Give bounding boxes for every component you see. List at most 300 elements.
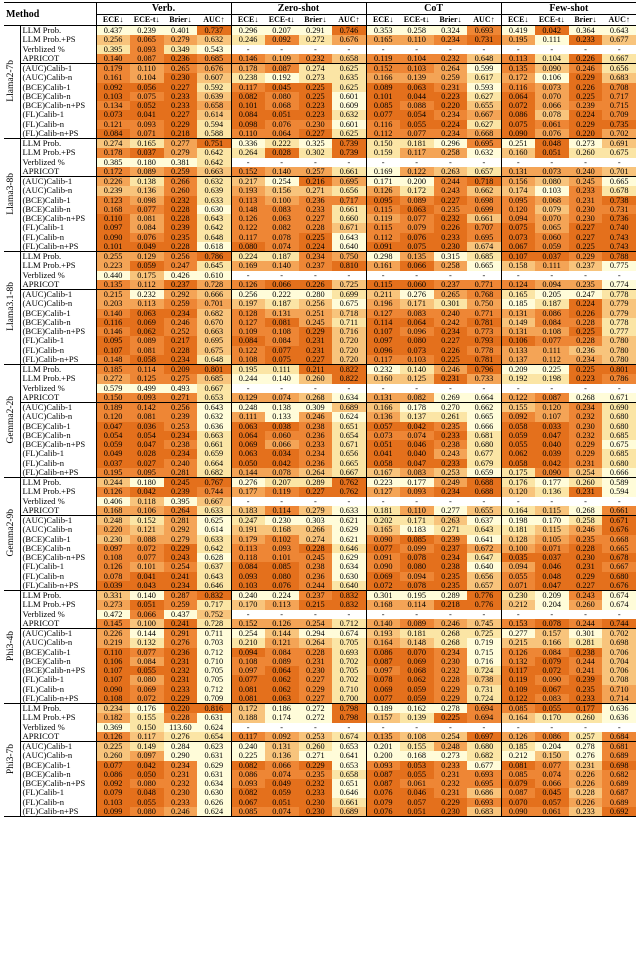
method-name: (BCE)Calib-1 — [22, 308, 71, 318]
metric-cell: 0.695 — [467, 779, 501, 788]
table-row — [4, 355, 636, 365]
metric-cell: 0.085 — [366, 101, 400, 110]
metric-cell: 0.142 — [130, 403, 164, 413]
metric-cell: 0.230 — [569, 214, 603, 223]
model-name: Phi3-4b — [6, 630, 17, 661]
metric-cell: 0.095 — [130, 468, 164, 478]
metric-cell: 0.231 — [299, 657, 333, 666]
metric-cell: 0.111 — [535, 35, 569, 44]
metric-cell: 0.232 — [366, 365, 400, 375]
metric-cell: 0.204 — [535, 742, 569, 752]
metric-cell: 0.238 — [434, 562, 468, 571]
metric-cell: 0.111 — [535, 346, 569, 355]
metric-cell: 0.238 — [299, 562, 333, 571]
metric-cell: 0.135 — [400, 252, 434, 262]
method-name: (BCE)Calib-n+PS — [22, 440, 86, 449]
metric-cell: - — [299, 271, 333, 280]
method-name: LLM Prob.+PS — [22, 487, 76, 497]
metric-cell: 0.230 — [164, 73, 198, 82]
metric-cell: 0.195 — [96, 468, 130, 478]
metric-cell: - — [434, 610, 468, 619]
table-row — [4, 299, 636, 308]
method-name: (FL)Calib-1 — [22, 336, 65, 346]
table-row — [4, 648, 636, 657]
metric-cell: 0.071 — [501, 581, 535, 591]
method-name: (BCE)Calib-n+PS — [22, 214, 86, 223]
metric-cell: 0.635 — [332, 73, 366, 82]
metric-cell: 0.066 — [130, 610, 164, 619]
metric-cell: 0.223 — [96, 261, 130, 270]
metric-cell: 0.113 — [231, 196, 265, 205]
metric-cell: 0.135 — [501, 64, 535, 74]
metric-cell: 0.128 — [231, 309, 265, 318]
metric-cell: 0.233 — [569, 807, 603, 817]
metric-cell: 0.719 — [467, 638, 501, 647]
metric-cell: 0.228 — [299, 544, 333, 553]
metric-cell: 0.739 — [332, 139, 366, 149]
metric-cell: 0.667 — [602, 562, 636, 571]
metric-cell: 0.610 — [197, 271, 231, 280]
metric-cell: 0.589 — [602, 478, 636, 488]
metric-cell: 0.228 — [569, 318, 603, 327]
metric-cell: 0.655 — [467, 101, 501, 110]
metric-cell: 0.205 — [535, 290, 569, 300]
metric-cell: 0.640 — [332, 581, 366, 591]
metric-cell: 0.145 — [96, 619, 130, 629]
metric-cell: 0.074 — [535, 770, 569, 779]
metric-cell: 0.160 — [501, 148, 535, 157]
metric-cell: 0.109 — [501, 685, 535, 694]
metric-cell: 0.245 — [164, 478, 198, 488]
metric-cell: 0.080 — [535, 177, 569, 187]
method-name: (FL)Calib-n+PS — [20, 355, 96, 365]
metric-cell: 0.264 — [299, 468, 333, 478]
metric-cell: 0.058 — [366, 459, 400, 468]
metric-cell: 0.115 — [366, 205, 400, 214]
metric-cell: 0.107 — [501, 252, 535, 262]
metric-cell: 0.228 — [164, 242, 198, 252]
metric-cell: 0.218 — [434, 600, 468, 609]
metric-cell: 0.675 — [197, 346, 231, 355]
metric-cell: 0.101 — [265, 553, 299, 562]
metric-cell: 0.140 — [265, 261, 299, 270]
metric-cell: 0.165 — [130, 139, 164, 149]
metric-cell: 0.659 — [467, 468, 501, 478]
metric-cell: 0.796 — [467, 365, 501, 375]
method-name: (BCE)Calib-n+PS — [22, 327, 86, 336]
method-name: Verblized % — [22, 722, 65, 732]
metric-cell: 0.064 — [400, 318, 434, 327]
metric-cell: 0.106 — [96, 657, 130, 666]
metric-cell: 0.068 — [535, 196, 569, 205]
metric-cell: 0.179 — [231, 535, 265, 544]
metric-cell: 0.080 — [130, 779, 164, 788]
metric-cell: - — [535, 723, 569, 732]
table-row — [4, 139, 636, 149]
method-name: (FL)Calib-n — [22, 458, 65, 468]
table-row — [4, 412, 636, 421]
metric-cell: 0.097 — [96, 223, 130, 232]
metric-cell: 0.705 — [197, 675, 231, 684]
metric-cell: 0.090 — [535, 64, 569, 74]
metric-cell: 0.144 — [231, 468, 265, 478]
table-row — [4, 638, 636, 647]
metric-cell: 0.126 — [366, 186, 400, 195]
metric-cell: 0.187 — [265, 252, 299, 262]
metric-cell: 0.077 — [366, 110, 400, 119]
metric-cell: 0.057 — [535, 798, 569, 807]
metric-cell: 0.067 — [231, 798, 265, 807]
metric-cell: 0.636 — [602, 704, 636, 714]
metric-cell: 0.064 — [265, 129, 299, 139]
table-row — [4, 318, 636, 327]
metric-cell: 0.115 — [366, 280, 400, 290]
metric-cell: 0.281 — [569, 638, 603, 647]
metric-cell: 0.074 — [265, 807, 299, 817]
metric-cell: 0.780 — [602, 336, 636, 345]
metric-cell: 0.073 — [400, 346, 434, 355]
metric-cell: 0.223 — [434, 92, 468, 101]
metric-cell: - — [332, 158, 366, 167]
metric-cell: 0.653 — [332, 742, 366, 752]
metric-cell: 0.065 — [130, 35, 164, 44]
metric-cell: 0.231 — [569, 487, 603, 496]
metric-header: AUC↑ — [332, 15, 366, 26]
metric-cell: 0.703 — [197, 638, 231, 647]
metric-cell: 0.150 — [366, 139, 400, 149]
metric-cell: 0.073 — [501, 233, 535, 242]
metric-cell: 0.231 — [434, 83, 468, 92]
metric-cell: 0.079 — [535, 205, 569, 214]
metric-cell: - — [366, 497, 400, 506]
metric-cell: 0.276 — [569, 751, 603, 760]
metric-cell: 0.716 — [332, 327, 366, 336]
metric-cell: 0.230 — [164, 788, 198, 797]
metric-cell: 0.637 — [467, 516, 501, 526]
metric-cell: 0.212 — [501, 600, 535, 609]
metric-cell: 0.174 — [265, 713, 299, 722]
metric-cell: 0.694 — [467, 713, 501, 722]
metric-cell: 0.121 — [265, 638, 299, 647]
metric-cell: 0.148 — [96, 355, 130, 365]
method-name: LLM Prob.+PS — [22, 148, 76, 158]
metric-cell: 0.303 — [299, 516, 333, 526]
metric-cell: 0.243 — [434, 186, 468, 195]
table-row — [4, 261, 636, 270]
metric-cell: 0.643 — [602, 26, 636, 36]
metric-cell: 0.061 — [535, 120, 569, 129]
metric-cell: 0.668 — [602, 535, 636, 544]
metric-cell: 0.666 — [467, 422, 501, 431]
metric-cell: 0.069 — [130, 685, 164, 694]
metric-cell: 0.111 — [231, 412, 265, 421]
metric-cell: 0.618 — [197, 242, 231, 252]
metric-cell: 0.131 — [366, 393, 400, 403]
metric-cell: 0.128 — [501, 535, 535, 544]
table-row — [4, 346, 636, 355]
metric-cell: 0.645 — [197, 261, 231, 270]
metric-cell: 0.087 — [501, 788, 535, 797]
table-row — [4, 666, 636, 675]
metric-cell: 0.699 — [467, 205, 501, 214]
metric-cell: 0.621 — [332, 535, 366, 544]
metric-cell: 0.246 — [164, 318, 198, 327]
metric-cell: 0.232 — [164, 196, 198, 205]
metric-cell: 0.630 — [197, 205, 231, 214]
metric-cell: 0.066 — [265, 440, 299, 449]
metric-cell: 0.226 — [96, 629, 130, 639]
metric-cell: 0.160 — [366, 374, 400, 383]
table-row — [4, 45, 636, 54]
table-row — [4, 487, 636, 496]
metric-cell: 0.164 — [501, 713, 535, 722]
metric-cell: 0.258 — [434, 261, 468, 270]
table-row — [4, 468, 636, 478]
metric-cell: 0.230 — [96, 535, 130, 544]
metric-cell: 0.170 — [535, 516, 569, 526]
method-name: (FL)Calib-n+PS — [20, 694, 96, 704]
metric-cell: 0.028 — [265, 148, 299, 157]
metric-cell: 0.277 — [501, 629, 535, 639]
metric-cell: 0.260 — [569, 148, 603, 157]
metric-cell: 0.246 — [299, 412, 333, 421]
metric-cell: 0.131 — [265, 309, 299, 318]
metric-cell: 0.187 — [265, 299, 299, 308]
metric-cell: 0.249 — [434, 478, 468, 488]
metric-cell: - — [299, 497, 333, 506]
table-row — [4, 798, 636, 807]
metric-cell: 0.114 — [366, 318, 400, 327]
metric-cell: 0.686 — [467, 788, 501, 797]
metric-cell: 0.156 — [501, 177, 535, 187]
metric-cell: 0.654 — [332, 431, 366, 440]
metric-cell: 0.140 — [400, 365, 434, 375]
metric-cell: 0.200 — [366, 751, 400, 760]
metric-cell: 0.270 — [434, 403, 468, 413]
metric-cell: 0.594 — [602, 487, 636, 496]
metric-cell: 0.169 — [366, 167, 400, 177]
metric-cell: 0.125 — [130, 374, 164, 383]
method-name: LLM Prob.+PS — [22, 35, 76, 45]
metric-cell: 0.090 — [96, 685, 130, 694]
metric-cell: 0.291 — [164, 629, 198, 639]
metric-cell: 0.076 — [265, 120, 299, 129]
metric-cell: 0.724 — [467, 694, 501, 704]
metric-cell: 0.677 — [467, 449, 501, 458]
metric-cell: 0.084 — [130, 223, 164, 232]
metric-cell: 0.238 — [434, 440, 468, 449]
metric-cell: 0.101 — [96, 242, 130, 252]
metric-cell: 0.193 — [366, 629, 400, 639]
metric-cell: 0.063 — [400, 205, 434, 214]
metric-cell: 0.060 — [265, 431, 299, 440]
metric-cell: 0.084 — [231, 110, 265, 119]
table-row — [4, 280, 636, 290]
metric-cell: 0.229 — [164, 120, 198, 129]
metric-cell: 0.054 — [96, 431, 130, 440]
method-name: (BCE)Calib-n — [22, 317, 71, 327]
metric-cell: - — [434, 271, 468, 280]
metric-cell: 0.235 — [434, 581, 468, 591]
metric-cell: 0.683 — [467, 807, 501, 817]
table-row — [4, 761, 636, 770]
metric-cell: 0.233 — [164, 101, 198, 110]
metric-cell: 0.774 — [602, 280, 636, 290]
metric-cell: 0.231 — [164, 770, 198, 779]
metric-cell: 0.092 — [265, 35, 299, 44]
metric-cell: 0.225 — [434, 713, 468, 722]
metric-cell: 0.678 — [602, 553, 636, 562]
metric-cell: 0.801 — [197, 365, 231, 375]
metric-cell: 0.693 — [467, 798, 501, 807]
metric-cell: 0.239 — [434, 535, 468, 544]
metric-cell: 0.244 — [96, 478, 130, 488]
metric-cell: 0.685 — [602, 431, 636, 440]
metric-cell: 0.234 — [299, 449, 333, 458]
metric-cell: 0.084 — [535, 648, 569, 657]
metric-cell: 0.720 — [332, 346, 366, 355]
metric-cell: 0.277 — [434, 506, 468, 516]
metric-cell: 0.776 — [467, 591, 501, 601]
metric-cell: 0.093 — [130, 45, 164, 54]
metric-cell: 0.264 — [299, 638, 333, 647]
metric-cell: 0.060 — [400, 280, 434, 290]
metric-cell: 0.078 — [400, 553, 434, 562]
metric-cell: 0.246 — [434, 619, 468, 629]
metric-cell: 0.248 — [231, 403, 265, 413]
metric-cell: 0.709 — [197, 694, 231, 704]
metric-cell: 0.053 — [400, 761, 434, 770]
metric-cell: 0.657 — [467, 581, 501, 591]
model-name: Llama3-8b — [6, 173, 17, 215]
metric-cell: 0.081 — [265, 318, 299, 327]
metric-cell: 0.232 — [434, 214, 468, 223]
metric-cell: 0.667 — [197, 384, 231, 393]
metric-cell: 0.778 — [602, 318, 636, 327]
metric-cell: - — [569, 271, 603, 280]
metric-cell: 0.041 — [130, 110, 164, 119]
metric-cell: 0.168 — [400, 751, 434, 760]
metric-cell: 0.103 — [400, 355, 434, 365]
metric-cell: 0.245 — [299, 553, 333, 562]
metric-cell: 0.234 — [299, 252, 333, 262]
metric-cell: 0.226 — [434, 346, 468, 355]
metric-cell: - — [265, 610, 299, 619]
method-name: (BCE)Calib-n — [22, 204, 71, 214]
metric-cell: 0.217 — [164, 336, 198, 345]
metric-cell: 0.055 — [501, 572, 535, 581]
metric-cell: 0.230 — [299, 120, 333, 129]
verb-header: Verb. — [96, 3, 231, 15]
metric-cell: 0.179 — [96, 64, 130, 74]
metric-cell: 0.324 — [434, 26, 468, 36]
metric-cell: 0.232 — [164, 666, 198, 675]
metric-cell: 0.126 — [265, 619, 299, 629]
metric-cell: 0.273 — [299, 73, 333, 82]
metric-cell: 0.058 — [130, 355, 164, 365]
metric-cell: 0.055 — [130, 798, 164, 807]
metric-cell: 0.200 — [400, 177, 434, 187]
method-name: Verblized % — [22, 496, 65, 506]
metric-cell: 0.296 — [231, 26, 265, 36]
metric-cell: 0.273 — [569, 139, 603, 149]
metric-cell: 0.349 — [164, 45, 198, 54]
metric-cell: 0.041 — [366, 449, 400, 458]
metric-cell: 0.227 — [569, 233, 603, 242]
metric-cell: 0.642 — [197, 148, 231, 157]
metric-cell: 0.237 — [569, 261, 603, 270]
metric-cell: 0.637 — [197, 562, 231, 571]
metric-cell: 0.059 — [400, 685, 434, 694]
method-name: (FL)Calib-n — [22, 797, 65, 807]
metric-cell: 0.246 — [164, 807, 198, 817]
metric-cell: 0.264 — [164, 506, 198, 516]
metric-cell: 0.100 — [130, 619, 164, 629]
metric-cell: 0.066 — [400, 261, 434, 270]
metric-header: Brier↓ — [299, 15, 333, 26]
metric-cell: 0.092 — [96, 83, 130, 92]
metric-cell: 0.177 — [400, 478, 434, 488]
metric-cell: 0.662 — [467, 403, 501, 413]
metric-cell: - — [602, 610, 636, 619]
metric-cell: 0.738 — [467, 675, 501, 684]
metric-cell: 0.685 — [197, 54, 231, 64]
metric-cell: 0.228 — [569, 544, 603, 553]
metric-cell: 0.677 — [602, 35, 636, 44]
metric-cell: 0.101 — [130, 562, 164, 571]
metric-cell: 0.228 — [299, 223, 333, 232]
metric-cell: 0.234 — [164, 355, 198, 365]
metric-cell: 0.720 — [332, 355, 366, 365]
metric-cell: 0.175 — [130, 271, 164, 280]
metric-cell: 0.624 — [197, 723, 231, 732]
metric-cell: 0.289 — [299, 478, 333, 488]
metric-cell: - — [299, 158, 333, 167]
metric-cell: 0.223 — [299, 110, 333, 119]
metric-cell: 0.136 — [265, 751, 299, 760]
metric-cell: 0.237 — [434, 544, 468, 553]
metric-cell: 0.229 — [569, 572, 603, 581]
metric-cell: 0.107 — [96, 675, 130, 684]
metric-cell: - — [332, 271, 366, 280]
metric-cell: 0.220 — [164, 704, 198, 714]
metric-cell: 0.234 — [434, 487, 468, 496]
metric-cell: 0.776 — [467, 600, 501, 609]
metric-cell: 0.138 — [265, 403, 299, 413]
metric-cell: 0.090 — [96, 233, 130, 242]
metric-cell: 0.226 — [569, 309, 603, 318]
metric-cell: 0.070 — [535, 214, 569, 223]
metric-cell: 0.059 — [501, 431, 535, 440]
table-row — [4, 309, 636, 318]
metric-cell: 0.181 — [400, 629, 434, 639]
metric-cell: 0.209 — [164, 365, 198, 375]
metric-cell: 0.148 — [400, 638, 434, 647]
metric-cell: 0.073 — [96, 110, 130, 119]
metric-cell: 0.246 — [434, 365, 468, 375]
metric-cell: 0.676 — [602, 581, 636, 591]
metric-cell: 0.268 — [569, 393, 603, 403]
metric-cell: 0.074 — [265, 393, 299, 403]
metric-cell: 0.140 — [265, 167, 299, 177]
metric-cell: 0.231 — [299, 346, 333, 355]
metric-cell: 0.077 — [265, 346, 299, 355]
table-row — [4, 562, 636, 571]
metric-cell: 0.080 — [130, 807, 164, 817]
metric-cell: 0.110 — [400, 506, 434, 516]
metric-cell: 0.165 — [501, 290, 535, 300]
table-row — [4, 770, 636, 779]
